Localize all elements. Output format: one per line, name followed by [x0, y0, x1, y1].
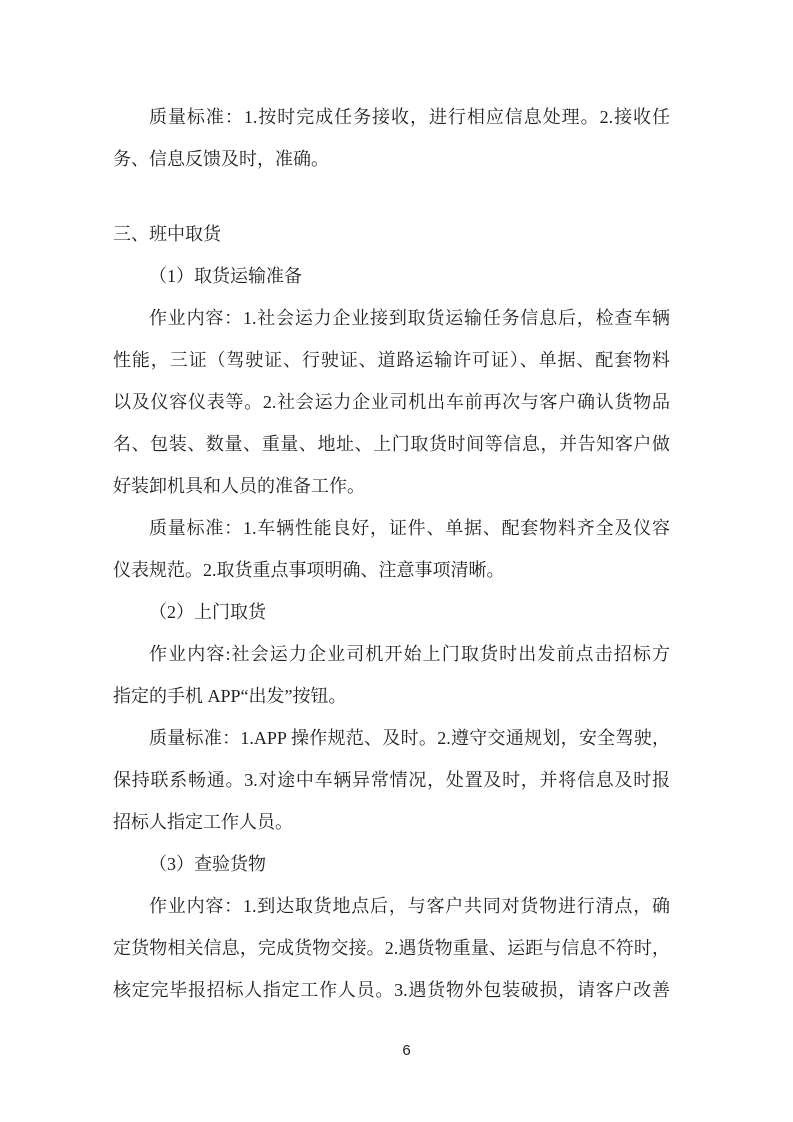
text-line: 招标人指定工作人员。 [113, 812, 293, 832]
text-line: 质量标准：1.按时完成任务接收，进行相应信息处理。2.接收任 [149, 107, 670, 127]
paragraph-quality-standard-1 [113, 507, 670, 591]
paragraph-work-content-3 [113, 885, 670, 1011]
text-line: 核定完毕报招标人指定工作人员。3.遇货物外包装破损，请客户改善 [113, 980, 670, 1000]
sub-heading-3-inspect-goods [113, 843, 670, 885]
paragraph-quality-standard-2 [113, 717, 670, 843]
text-line: （2）上门取货 [149, 602, 266, 622]
text-line: 定货物相关信息，完成货物交接。2.遇货物重量、运距与信息不符时， [113, 938, 670, 958]
text-line: 仪表规范。2.取货重点事项明确、注意事项清晰。 [113, 560, 505, 580]
text-line: 作业内容：1.社会运力企业接到取货运输任务信息后，检查车辆 [149, 308, 670, 328]
sub-heading-2-door-pickup [113, 591, 670, 633]
text-line: 名、包装、数量、重量、地址、上门取货时间等信息，并告知客户做 [113, 434, 670, 454]
text-line: 质量标准：1.APP 操作规范、及时。2.遵守交通规划，安全驾驶， [149, 728, 670, 748]
text-line: 以及仪容仪表等。2.社会运力企业司机出车前再次与客户确认货物品 [113, 392, 670, 412]
text-line: 指定的手机 APP“出发”按钮。 [113, 686, 347, 706]
text-line: 作业内容：1.到达取货地点后，与客户共同对货物进行清点，确 [149, 896, 670, 916]
text-line: 好装卸机具和人员的准备工作。 [113, 476, 365, 496]
text-line: （1）取货运输准备 [149, 266, 302, 286]
text-line: 质量标准：1.车辆性能良好，证件、单据、配套物料齐全及仪容 [149, 518, 670, 538]
page-number: 6 [402, 1042, 411, 1059]
paragraph-work-content-2 [113, 633, 670, 717]
paragraph-quality-standard-task-receive [113, 96, 670, 180]
paragraph-work-content-1 [113, 297, 670, 507]
document-body [113, 96, 670, 1011]
section-heading-3-pickup-during-shift [113, 213, 670, 255]
text-line: 务、信息反馈及时，准确。 [113, 149, 329, 169]
text-line: 三、班中取货 [113, 224, 221, 244]
text-line: 保持联系畅通。3.对途中车辆异常情况，处置及时，并将信息及时报 [113, 770, 670, 790]
sub-heading-1-pickup-transport-preparation [113, 255, 670, 297]
text-line: 作业内容:社会运力企业司机开始上门取货时出发前点击招标方 [149, 644, 670, 664]
text-line: （3）查验货物 [149, 854, 266, 874]
text-line: 性能，三证（驾驶证、行驶证、道路运输许可证）、单据、配套物料 [113, 350, 670, 370]
